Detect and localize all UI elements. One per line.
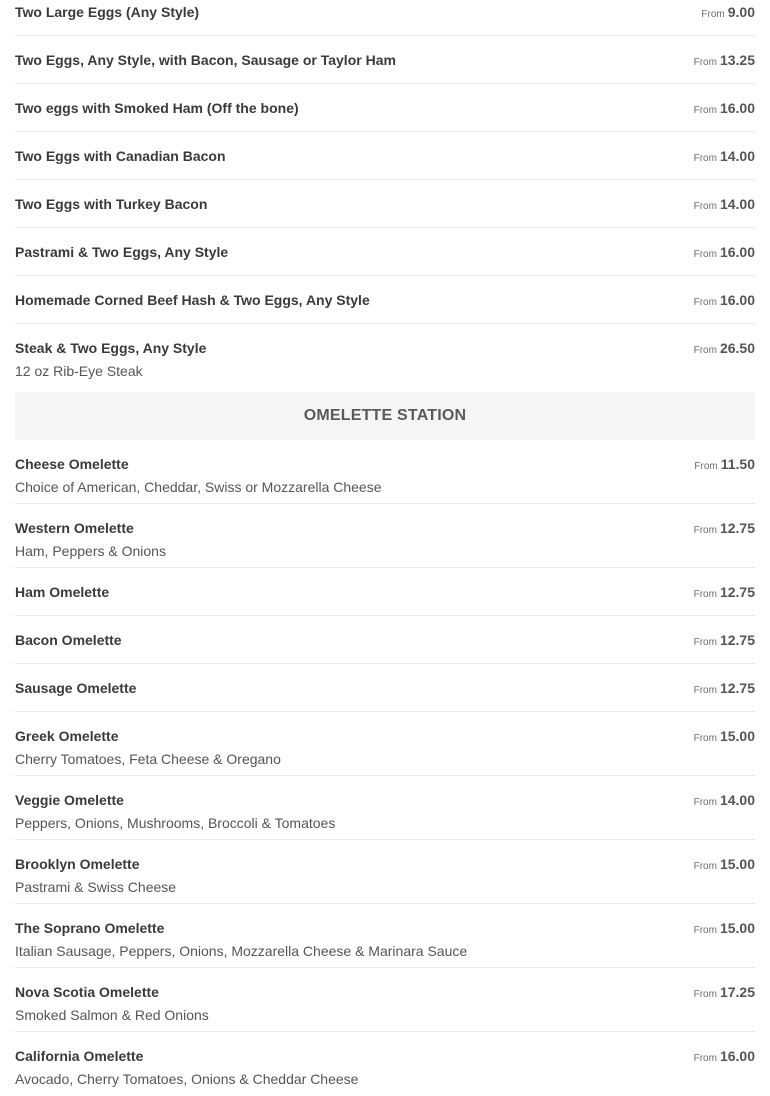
menu-item[interactable] <box>15 84 755 132</box>
price-prefix: From <box>693 57 717 68</box>
price-prefix: From <box>701 9 725 20</box>
menu-item-price <box>694 520 755 539</box>
menu-item-description: Smoked Salmon & Red Onions <box>15 1007 209 1023</box>
price-prefix: From <box>693 989 717 1000</box>
price-prefix: From <box>693 1053 717 1064</box>
price-value: 12.75 <box>719 632 755 648</box>
price-prefix: From <box>693 201 717 212</box>
price-prefix: From <box>693 525 717 536</box>
menu-item-price <box>694 292 755 311</box>
menu-item-price <box>694 148 755 167</box>
menu-item[interactable] <box>15 568 755 616</box>
menu-item-price <box>694 456 755 475</box>
menu-item-name: Steak & Two Eggs, Any Style <box>15 340 207 356</box>
menu-item-description: Choice of American, Cheddar, Swiss or Mozzarella Cheese <box>15 479 382 495</box>
price-value: 11.50 <box>720 456 755 472</box>
price-value: 12.75 <box>719 520 755 536</box>
price-value: 26.50 <box>719 340 755 356</box>
menu-item[interactable] <box>15 36 755 84</box>
menu-item-price <box>694 196 755 215</box>
menu-item-price <box>694 856 755 875</box>
price-prefix: From <box>693 345 717 356</box>
price-value: 15.00 <box>719 856 755 872</box>
menu-item-name: Ham Omelette <box>15 584 110 600</box>
price-value: 15.00 <box>719 920 755 936</box>
price-value: 14.00 <box>719 792 755 808</box>
price-prefix: From <box>693 589 717 600</box>
menu-item[interactable] <box>15 132 755 180</box>
price-value: 17.25 <box>719 984 755 1000</box>
menu-item[interactable] <box>15 904 755 968</box>
menu-item-name: Bacon Omelette <box>15 632 122 648</box>
price-prefix: From <box>693 685 717 696</box>
menu-item-name: Two Eggs with Canadian Bacon <box>15 148 226 164</box>
menu-list <box>15 0 755 1096</box>
menu-item-description: Italian Sausage, Peppers, Onions, Mozzarella Cheese & Marinara Sauce <box>15 943 468 959</box>
menu-item-name: Brooklyn Omelette <box>15 856 140 872</box>
menu-item-name: Cheese Omelette <box>15 456 129 472</box>
menu-item-description: Pastrami & Swiss Cheese <box>15 879 177 895</box>
menu-item[interactable] <box>15 0 755 36</box>
price-prefix: From <box>693 249 717 260</box>
menu-item-price <box>694 984 755 1003</box>
menu-item-price <box>694 1048 755 1067</box>
menu-item-name: Western Omelette <box>15 520 134 536</box>
price-value: 15.00 <box>719 728 755 744</box>
menu-section-omelette-station <box>15 392 755 1096</box>
menu-item[interactable] <box>15 324 755 388</box>
menu-item-price <box>694 100 755 119</box>
menu-item[interactable] <box>15 504 755 568</box>
price-value: 9.00 <box>727 4 755 20</box>
price-prefix: From <box>693 925 717 936</box>
menu-item[interactable] <box>15 440 755 504</box>
price-value: 16.00 <box>719 1048 755 1064</box>
menu-item[interactable] <box>15 180 755 228</box>
menu-item-price <box>694 920 755 939</box>
price-prefix: From <box>693 733 717 744</box>
menu-item-name: Two Large Eggs (Any Style) <box>15 4 200 20</box>
price-value: 14.00 <box>719 196 755 212</box>
price-value: 12.75 <box>719 584 755 600</box>
menu-item-description: Peppers, Onions, Mushrooms, Broccoli & Tomatoes <box>15 815 336 831</box>
menu-item-description: Cherry Tomatoes, Feta Cheese & Oregano <box>15 751 281 767</box>
menu-item-name: Pastrami & Two Eggs, Any Style <box>15 244 229 260</box>
price-prefix: From <box>693 297 717 308</box>
menu-item-price <box>694 52 755 71</box>
menu-item-name: Two eggs with Smoked Ham (Off the bone) <box>15 100 299 116</box>
menu-item-price <box>694 632 755 651</box>
price-prefix: From <box>694 461 718 472</box>
menu-item-name: California Omelette <box>15 1048 144 1064</box>
price-value: 14.00 <box>719 148 755 164</box>
menu-item-name: Two Eggs with Turkey Bacon <box>15 196 208 212</box>
price-value: 16.00 <box>719 244 755 260</box>
price-value: 12.75 <box>719 680 755 696</box>
menu-item-name: The Soprano Omelette <box>15 920 165 936</box>
menu-item[interactable] <box>15 228 755 276</box>
menu-item-description: Avocado, Cherry Tomatoes, Onions & Cheddar Cheese <box>15 1071 359 1087</box>
menu-item-name: Sausage Omelette <box>15 680 137 696</box>
menu-section-eggs <box>15 0 755 388</box>
price-value: 16.00 <box>719 100 755 116</box>
menu-item[interactable] <box>15 776 755 840</box>
menu-item[interactable] <box>15 840 755 904</box>
price-value: 16.00 <box>719 292 755 308</box>
menu-item-name: Nova Scotia Omelette <box>15 984 159 1000</box>
menu-item[interactable] <box>15 968 755 1032</box>
menu-item-price <box>694 680 755 699</box>
price-prefix: From <box>693 637 717 648</box>
menu-item-price <box>694 244 755 263</box>
menu-item[interactable] <box>15 664 755 712</box>
menu-item[interactable] <box>15 276 755 324</box>
menu-item-description: Ham, Peppers & Onions <box>15 543 166 559</box>
menu-item-name: Two Eggs, Any Style, with Bacon, Sausage or Taylor Ham <box>15 52 396 68</box>
menu-item-name: Veggie Omelette <box>15 792 124 808</box>
section-header: OMELETTE STATION <box>15 392 755 440</box>
menu-item-name: Homemade Corned Beef Hash & Two Eggs, Any Style <box>15 292 370 308</box>
menu-item-description: 12 oz Rib-Eye Steak <box>15 363 143 379</box>
menu-item[interactable] <box>15 712 755 776</box>
price-value: 13.25 <box>719 52 755 68</box>
menu-item[interactable] <box>15 616 755 664</box>
menu-item-price <box>694 584 755 603</box>
price-prefix: From <box>693 797 717 808</box>
menu-item[interactable] <box>15 1032 755 1096</box>
price-prefix: From <box>693 861 717 872</box>
menu-item-price <box>701 4 755 23</box>
menu-item-name: Greek Omelette <box>15 728 119 744</box>
price-prefix: From <box>693 153 717 164</box>
menu-item-price <box>694 792 755 811</box>
price-prefix: From <box>693 105 717 116</box>
menu-item-price <box>694 728 755 747</box>
menu-item-price <box>694 340 755 359</box>
